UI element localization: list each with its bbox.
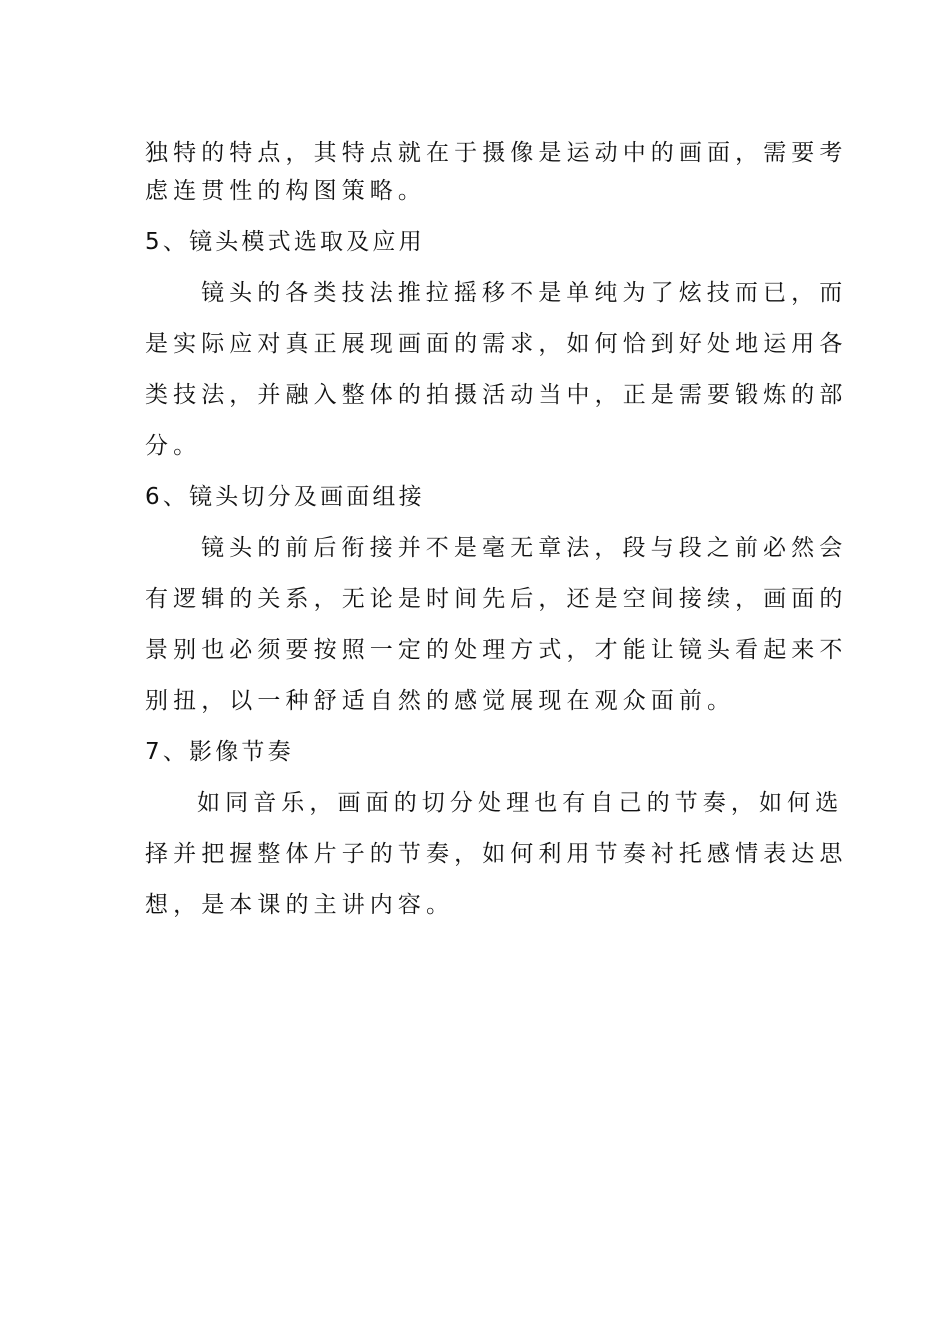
section-7-line-3: 想，是本课的主讲内容。 xyxy=(145,892,455,918)
section-5-line-3: 类技法，并融入整体的拍摄活动当中，正是需要锻炼的部 xyxy=(145,382,848,408)
section-heading-7: 7、影像节奏 xyxy=(145,739,294,765)
section-heading-6: 6、镜头切分及画面组接 xyxy=(145,484,425,510)
section-5-line-1: 镜头的各类技法推拉摇移不是单纯为了炫技而已，而 xyxy=(201,280,848,306)
section-6-line-1: 镜头的前后衔接并不是毫无章法，段与段之前必然会 xyxy=(201,535,848,561)
section-6-line-4: 别扭，以一种舒适自然的感觉展现在观众面前。 xyxy=(145,688,736,714)
section-5-line-2: 是实际应对真正展现画面的需求，如何恰到好处地运用各 xyxy=(145,331,848,357)
section-7-line-1: 如同音乐，画面的切分处理也有自己的节奏，如何选 xyxy=(197,790,844,816)
section-5-line-4: 分。 xyxy=(145,433,202,459)
section-heading-5: 5、镜头模式选取及应用 xyxy=(145,229,425,255)
intro-line-2: 虑连贯性的构图策略。 xyxy=(145,178,426,204)
intro-line-1: 独特的特点，其特点就在于摄像是运动中的画面，需要考 xyxy=(145,140,848,166)
section-7-line-2: 择并把握整体片子的节奏，如何利用节奏衬托感情表达思 xyxy=(145,841,848,867)
section-6-line-2: 有逻辑的关系，无论是时间先后，还是空间接续，画面的 xyxy=(145,586,848,612)
document-page xyxy=(145,134,848,924)
section-6-line-3: 景别也必须要按照一定的处理方式，才能让镜头看起来不 xyxy=(145,637,848,663)
